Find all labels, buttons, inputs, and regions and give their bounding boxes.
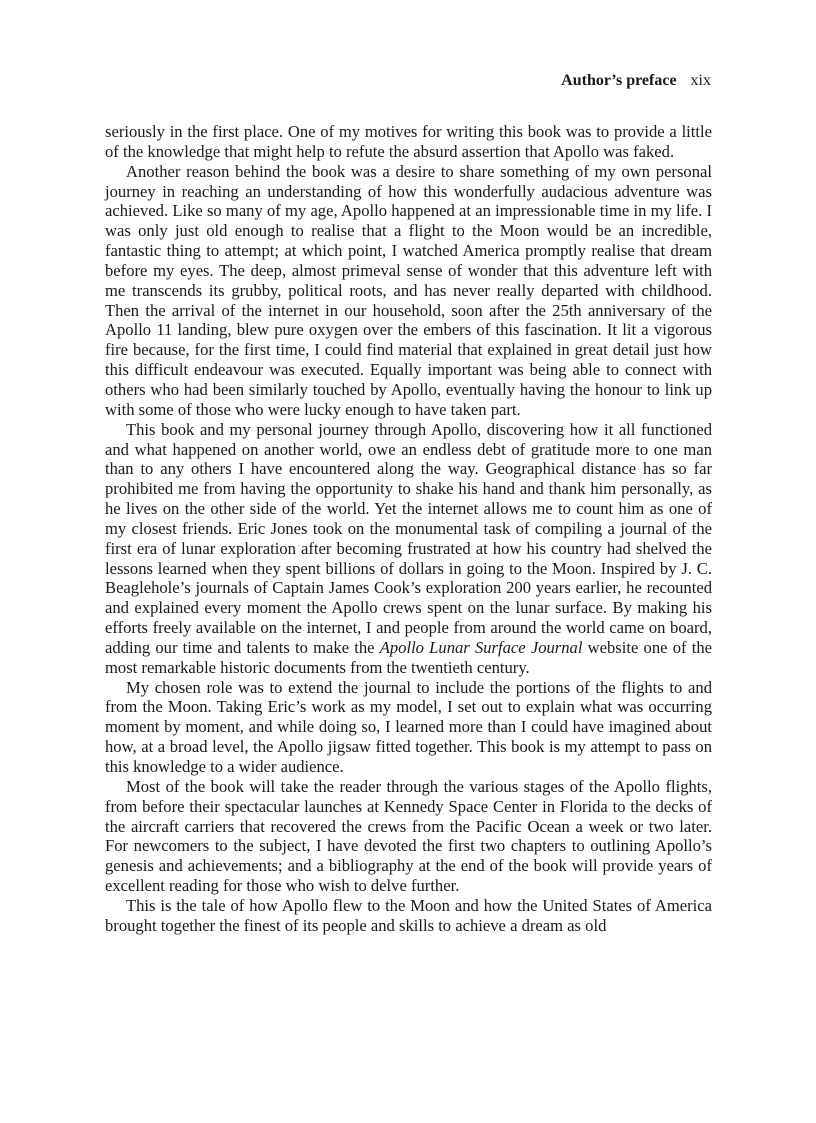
paragraph-5: Most of the book will take the reader through the various stages of the Apollo flights, from before their spectacular launches at Kennedy Space Center in Florida to the decks of the aircraft carriers that recovered the crews from the Pacific Ocean a week or two later. For newcomers to the subject, I have devoted the first two chapters to outlining Apollo’s genesis and achievements; and a bibliography at the end of the book will provide years of excellent reading for those who wish to delve further. (105, 776, 712, 896)
paragraph-4: My chosen role was to extend the journal to include the portions of the flights to and from the Moon. Taking Eric’s work as my model, I set out to explain what was occurring moment by moment, and while doing so, I learned more than I could have imagined about how, at a broad level, the Apollo jigsaw fitted together. This book is my attempt to pass on this knowledge to a wider audience. (105, 677, 712, 776)
section-title: Author’s preface (561, 72, 677, 89)
running-header (561, 72, 711, 90)
paragraph-1: seriously in the first place. One of my motives for writing this book was to provide a little of the knowledge that might help to refute the absurd assertion that Apollo was faked. (105, 122, 712, 161)
body-text (105, 122, 712, 936)
paragraph-6: This is the tale of how Apollo flew to the Moon and how the United States of America brought together the finest of its people and skills to achieve a dream as old (105, 895, 712, 935)
page-number: xix (690, 72, 711, 89)
paragraph-3-text-before: This book and my personal journey through Apollo, discovering how it all functioned and what happened on another world, owe an endless debt of gratitude more to one man than to any others I have encountered along the way. Geographical distance has so far prohibited me from having the opportunity to shake his hand and thank him personally, as he lives on the other side of the world. Yet the internet allows me to count him as one of my closest friends. Eric Jones took on the monumental task of compiling a journal of the first era of lunar exploration after becoming frustrated at how his country had shelved the lessons learned when they spent billions of dollars in going to the Moon. Inspired by J. C. Beaglehole’s journals of Captain James Cook’s exploration 200 years earlier, he recounted and explained every moment the Apollo crews spent on the lunar surface. By making his efforts freely available on the internet, I and people from around the world came on board, adding our time and talents to make the (105, 419, 712, 657)
journal-title: Apollo Lunar Surface Journal (379, 637, 583, 657)
paragraph-3 (105, 420, 712, 678)
paragraph-2: Another reason behind the book was a desire to share something of my own personal journey in reaching an understanding of how this wonderfully audacious adventure was achieved. Like so many of my age, Apollo happened at an impressionable time in my life. I was only just old enough to realise that a flight to the Moon would be an incredible, fantastic thing to attempt; at which point, I watched America promptly realise that dream before my eyes. The deep, almost primeval sense of wonder that this adventure left with me transcends its grubby, political roots, and has never really departed with childhood. Then the arrival of the internet in our household, soon after the 25th anniversary of the Apollo 11 landing, blew pure oxygen over the embers of this fascination. It lit a vigorous fire because, for the first time, I could find material that explained in great detail just how this difficult endeavour was executed. Equally important was being able to connect with others who had been similarly touched by Apollo, eventually having the honour to link up with some of those who were lucky enough to have taken part. (105, 161, 712, 419)
paragraph-3-text-after: website one of the most remarkable historic documents from the twentieth century. (105, 637, 712, 677)
